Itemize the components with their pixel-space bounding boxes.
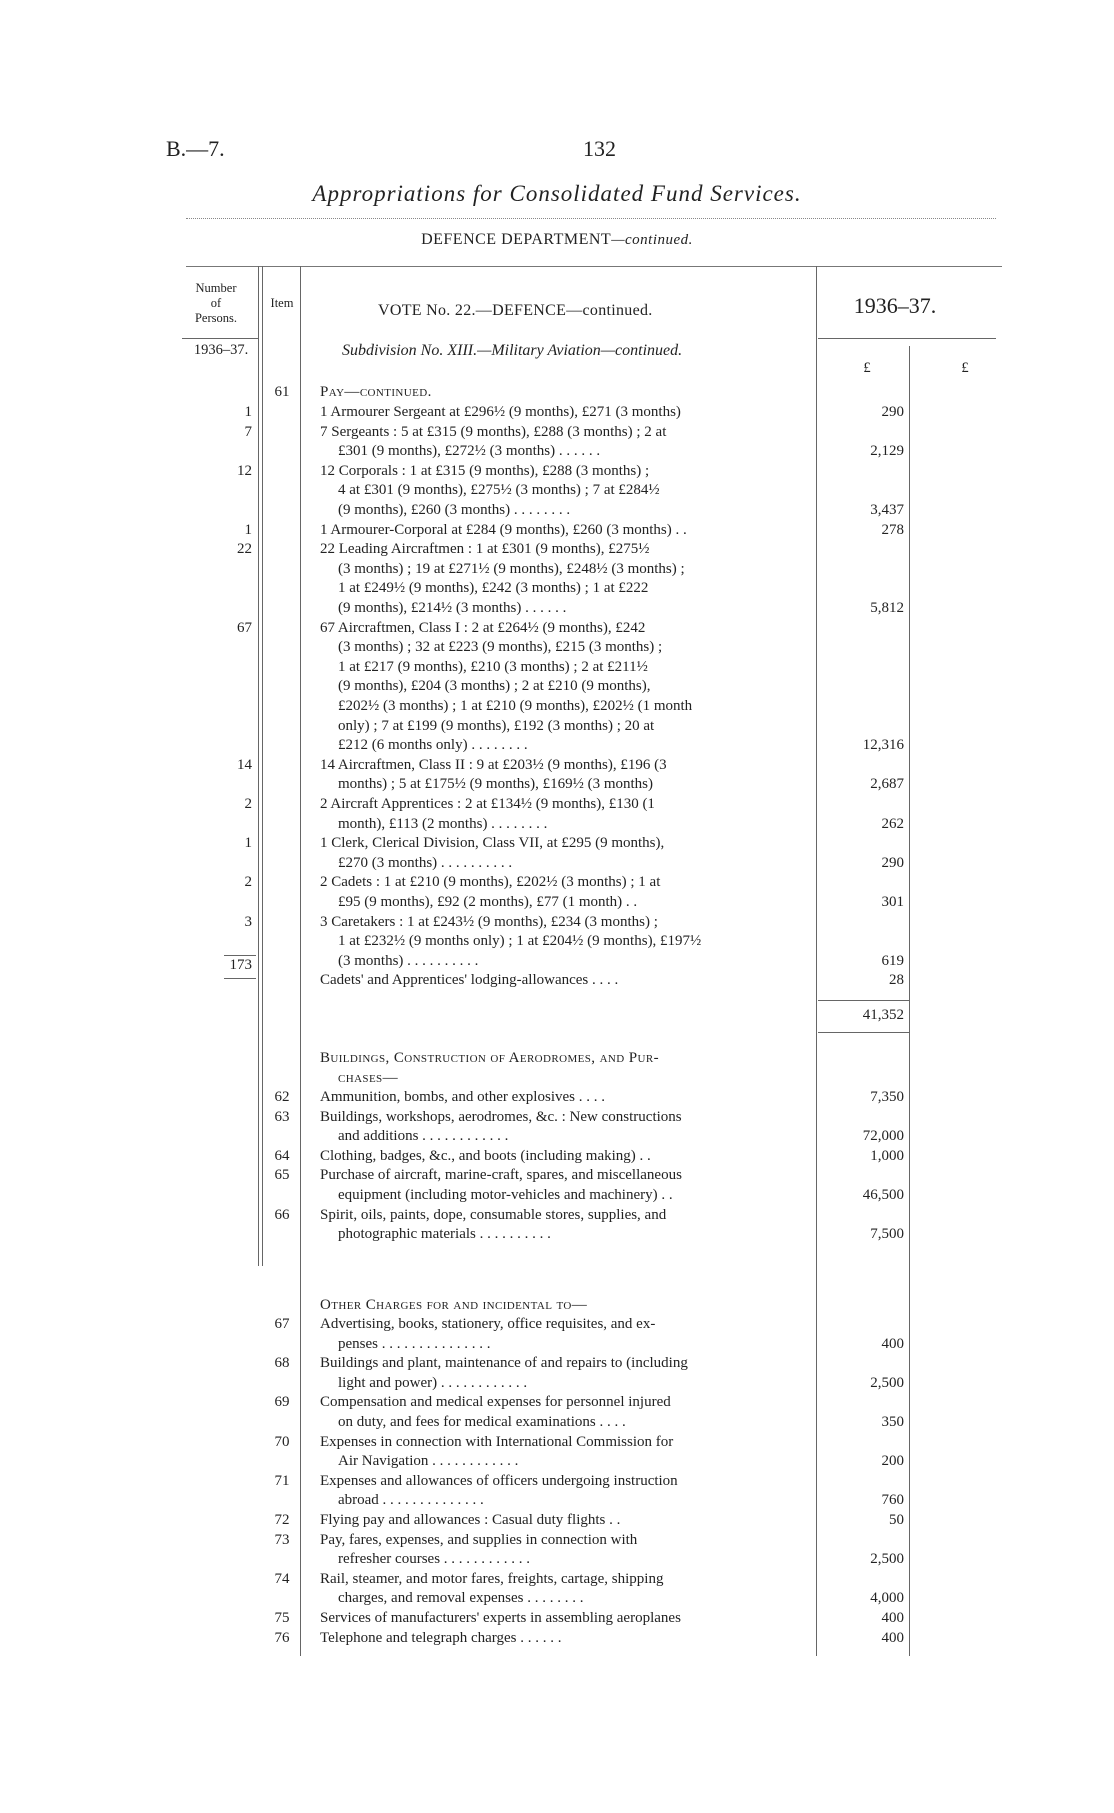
subdivision-text: Subdivision No. XIII.—Military Aviation—continued.	[342, 342, 683, 359]
entry-line: 1 at £249½ (9 months), £242 (3 months) ; 1 at £222	[338, 580, 649, 597]
entry-line: equipment (including motor-vehicles and machinery) . .	[338, 1186, 673, 1203]
entry-line: 1 Clerk, Clerical Division, Class VII, at £295 (9 months),	[320, 835, 665, 852]
persons-column-header	[176, 281, 256, 326]
amount: 2,500	[870, 1374, 904, 1391]
amount: 2,500	[870, 1551, 904, 1568]
entry-line: Rail, steamer, and motor fares, freights, cartage, shipping	[320, 1570, 664, 1587]
entry-line: 2 Aircraft Apprentices : 2 at £134½ (9 months), £130 (1	[320, 796, 655, 812]
entry-line: Clothing, badges, &c., and boots (including making) . .	[320, 1147, 651, 1164]
pay-heading	[320, 383, 814, 403]
entry-line: 22 Leading Aircraftmen : 1 at £301 (9 months), £275½	[320, 541, 650, 558]
entry-line: (9 months), £260 (3 months) . . . . . . . .	[338, 501, 571, 518]
amount: 7,500	[870, 1226, 904, 1243]
amount: 72,000	[862, 1128, 904, 1145]
entry-line: 1 at £232½ (9 months only) ; 1 at £204½ (9 months), £197½	[338, 933, 702, 950]
entry-line: (3 months) ; 19 at £271½ (9 months), £248½ (3 months) ;	[338, 560, 685, 577]
entry-description	[320, 756, 814, 795]
entry-description	[320, 1088, 814, 1108]
entry-line: (3 months) ; 32 at £223 (9 months), £215 (3 months) ;	[338, 639, 663, 656]
item-number: 63	[274, 1108, 290, 1125]
entry-description	[320, 795, 814, 834]
vote-heading: VOTE No. 22.—DEFENCE—continued.	[378, 302, 653, 319]
entry-description	[320, 913, 814, 972]
persons-year: 1936–37.	[193, 342, 249, 358]
amount: 290	[881, 404, 904, 420]
buildings-heading-line: chases—	[338, 1069, 398, 1086]
persons-count: 3	[244, 913, 252, 930]
amount: 28	[889, 972, 904, 989]
item-number: 75	[274, 1610, 290, 1626]
page-number: 132	[583, 136, 616, 161]
entry-line: Purchase of aircraft, marine-craft, spares, and miscellaneous	[320, 1167, 682, 1184]
entry-line: Cadets' and Apprentices' lodging-allowances . . . .	[320, 972, 619, 989]
entry-line: 4 at £301 (9 months), £275½ (3 months) ; 7 at £284½	[338, 482, 660, 499]
item-number: 70	[274, 1433, 290, 1450]
item-column-header: Item	[270, 296, 294, 310]
entry-line: £212 (6 months only) . . . . . . . .	[338, 737, 528, 754]
amount: 262	[881, 815, 904, 832]
amount: 5,812	[870, 600, 904, 616]
item-number: 71	[274, 1472, 290, 1489]
amount: 278	[881, 521, 904, 538]
department-suffix: —continued.	[611, 232, 693, 248]
entry-description	[320, 1393, 814, 1432]
entry-line: Advertising, books, stationery, office requisites, and ex-	[320, 1316, 656, 1332]
amount: 350	[881, 1414, 904, 1430]
entry-line: Expenses and allowances of officers undergoing instruction	[320, 1472, 678, 1489]
entry-line: 1 Armourer-Corporal at £284 (9 months), £260 (3 months) . .	[320, 521, 687, 538]
persons-count: 22	[237, 541, 252, 558]
total-persons: 173	[229, 957, 252, 973]
amount: 290	[881, 854, 904, 871]
entry-line: Buildings, workshops, aerodromes, &c. : New constructions	[320, 1108, 682, 1125]
column-divider	[909, 346, 910, 1656]
entry-description	[320, 1354, 814, 1393]
item-number: 62	[274, 1089, 290, 1105]
entry-line: 12 Corporals : 1 at £315 (9 months), £288 (3 months) ;	[320, 462, 650, 479]
entry-line: Flying pay and allowances : Casual duty flights . .	[320, 1512, 621, 1528]
persons-count: 14	[237, 756, 252, 773]
year-column-header: 1936–37.	[853, 293, 937, 318]
entry-line: penses . . . . . . . . . . . . . . .	[338, 1335, 491, 1352]
entry-line: Air Navigation . . . . . . . . . . . .	[338, 1453, 519, 1470]
amount: 7,350	[870, 1089, 904, 1105]
entry-description	[320, 1570, 814, 1609]
document-reference: B.—7.	[166, 136, 225, 161]
column-divider	[258, 266, 259, 1266]
entry-line: on duty, and fees for medical examinations . . . .	[338, 1413, 626, 1430]
entry-line: 67 Aircraftmen, Class I : 2 at £264½ (9 months), £242	[320, 619, 646, 636]
subdivision-heading	[342, 342, 682, 360]
persons-count: 1	[244, 521, 252, 538]
entry-line: (9 months), £214½ (3 months) . . . . . .	[338, 599, 567, 616]
entry-line: Services of manufacturers' experts in assembling aeroplanes	[320, 1610, 681, 1626]
persons-header-line: of	[210, 296, 222, 310]
entry-line: 1 Armourer Sergeant at £296½ (9 months), £271 (3 months)	[320, 404, 681, 420]
title-rule	[186, 218, 996, 219]
table-top-rule	[186, 266, 1002, 267]
entry-line: Telephone and telegraph charges . . . . . .	[320, 1629, 562, 1646]
persons-count: 7	[244, 423, 252, 440]
entry-line: Pay, fares, expenses, and supplies in connection with	[320, 1531, 638, 1548]
entry-line: £301 (9 months), £272½ (3 months) . . . . . .	[338, 443, 601, 460]
entry-description	[320, 1108, 814, 1147]
persons-count: 67	[237, 619, 252, 636]
item-number: 67	[274, 1316, 290, 1332]
entry-line: Buildings and plant, maintenance of and repairs to (including	[320, 1355, 688, 1372]
entry-description	[320, 521, 814, 541]
persons-count: 2	[244, 874, 252, 891]
amount: 400	[881, 1629, 904, 1646]
entry-line: 3 Caretakers : 1 at £243½ (9 months), £234 (3 months) ;	[320, 913, 658, 930]
other-charges-heading: Other Charges for and incidental to—	[320, 1297, 588, 1313]
entry-line: and additions . . . . . . . . . . . .	[338, 1128, 509, 1145]
item-number: 65	[274, 1167, 290, 1184]
entry-line: refresher courses . . . . . . . . . . . .	[338, 1551, 531, 1568]
pay-total-rule	[818, 1000, 910, 1001]
entry-line: (3 months) . . . . . . . . . .	[338, 952, 479, 969]
entry-line: £202½ (3 months) ; 1 at £210 (9 months), £202½ (1 month	[338, 697, 693, 714]
entry-line: 7 Sergeants : 5 at £315 (9 months), £288 (3 months) ; 2 at	[320, 423, 667, 440]
entry-line: 1 at £217 (9 months), £210 (3 months) ; 2 at £211½	[338, 658, 648, 675]
entry-description	[320, 1629, 814, 1649]
buildings-heading	[320, 1049, 814, 1088]
amount: 1,000	[870, 1147, 904, 1164]
amount: 4,000	[870, 1590, 904, 1607]
persons-count: 1	[244, 404, 252, 420]
pay-total: 41,352	[862, 1007, 904, 1023]
amount: 400	[881, 1610, 904, 1626]
entry-description	[320, 1511, 814, 1531]
entry-description	[320, 403, 814, 423]
persons-count: 12	[237, 462, 252, 479]
entry-description	[320, 1147, 814, 1167]
amount: 12,316	[862, 737, 904, 754]
buildings-heading-line: Buildings, Construction of Aerodromes, and Pur-	[320, 1050, 659, 1066]
entry-description	[320, 1315, 814, 1354]
entry-line: Expenses in connection with International Commission for	[320, 1433, 674, 1450]
entry-line: 2 Cadets : 1 at £210 (9 months), £202½ (3 months) ; 1 at	[320, 874, 661, 891]
entry-description	[320, 1433, 814, 1472]
entry-line: Spirit, oils, paints, dope, consumable stores, supplies, and	[320, 1206, 667, 1223]
entry-line: light and power) . . . . . . . . . . . .	[338, 1374, 528, 1391]
entry-line: £270 (3 months) . . . . . . . . . .	[338, 854, 513, 871]
pay-item-number: 61	[274, 384, 290, 400]
item-number: 76	[274, 1629, 290, 1646]
item-number: 74	[274, 1570, 290, 1587]
pound-symbol: £	[961, 360, 969, 376]
entry-line: months) ; 5 at £175½ (9 months), £169½ (3 months)	[338, 776, 653, 793]
entry-description	[320, 1531, 814, 1570]
item-number: 73	[274, 1531, 290, 1548]
amount: 2,687	[870, 776, 904, 793]
amount: 200	[881, 1453, 904, 1470]
entry-description	[320, 834, 814, 873]
item-number: 64	[274, 1147, 290, 1164]
item-number: 72	[274, 1512, 290, 1528]
entry-line: 14 Aircraftmen, Class II : 9 at £203½ (9 months), £196 (3	[320, 756, 667, 773]
department-name: DEFENCE DEPARTMENT	[421, 231, 612, 248]
entry-description	[320, 1609, 814, 1629]
amount: 2,129	[870, 443, 904, 460]
item-number: 69	[274, 1394, 290, 1411]
persons-header-rule	[182, 338, 258, 339]
entry-description	[320, 873, 814, 912]
entry-line: Ammunition, bombs, and other explosives . . . .	[320, 1089, 605, 1105]
persons-header-line: Persons.	[194, 311, 238, 325]
persons-count: 1	[244, 835, 252, 852]
amount: 760	[881, 1492, 904, 1509]
amount: 46,500	[862, 1187, 904, 1203]
entry-description	[320, 1206, 814, 1245]
amount: 301	[881, 894, 904, 910]
column-divider	[816, 266, 817, 1656]
amount: 619	[881, 952, 904, 969]
entry-line: £95 (9 months), £92 (2 months), £77 (1 month) . .	[338, 893, 638, 910]
entry-line: Compensation and medical expenses for personnel injured	[320, 1394, 671, 1411]
amount: 50	[889, 1512, 904, 1528]
entry-line: photographic materials . . . . . . . . . .	[338, 1226, 551, 1243]
item-number: 66	[274, 1206, 290, 1223]
pound-symbol: £	[863, 360, 871, 376]
entry-description	[320, 1166, 814, 1205]
amount-header-rule	[818, 338, 996, 339]
amount: 3,437	[870, 502, 904, 518]
entry-line: month), £113 (2 months) . . . . . . . .	[338, 815, 548, 832]
item-number: 68	[274, 1355, 290, 1372]
entry-description	[320, 1472, 814, 1511]
entry-line: abroad . . . . . . . . . . . . . .	[338, 1492, 484, 1509]
entry-description	[320, 462, 814, 521]
department-heading	[0, 231, 1114, 249]
pay-heading-text: Pay—continued.	[320, 384, 432, 400]
entry-line: only) ; 7 at £199 (9 months), £192 (3 months) ; 20 at	[338, 717, 655, 734]
persons-header-line: Number	[195, 281, 237, 295]
page-title: Appropriations for Consolidated Fund Services.	[312, 181, 802, 206]
amount: 400	[881, 1335, 904, 1352]
pay-total-rule-bottom	[818, 1032, 910, 1033]
entry-description	[320, 971, 814, 991]
entry-description	[320, 619, 814, 756]
persons-total-rule	[224, 978, 256, 979]
entry-description	[320, 423, 814, 462]
persons-count: 2	[244, 796, 252, 812]
entry-line: (9 months), £204 (3 months) ; 2 at £210 (9 months),	[338, 678, 651, 695]
entry-description	[320, 540, 814, 618]
entry-line: charges, and removal expenses . . . . . . . .	[338, 1590, 584, 1607]
